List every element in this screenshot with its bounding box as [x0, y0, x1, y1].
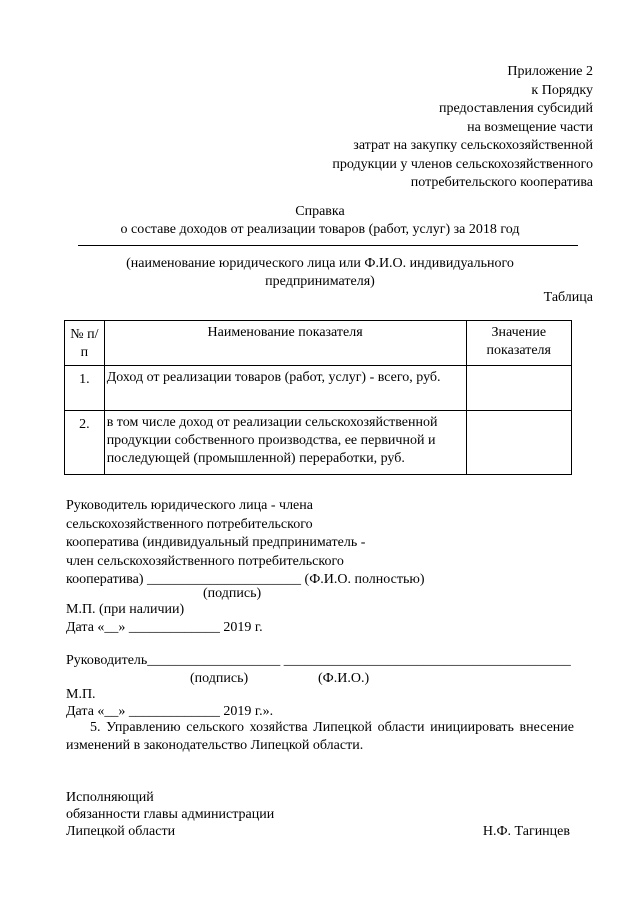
acting-title: Исполняющий — [66, 790, 154, 805]
row-number: 1. — [65, 366, 105, 411]
head-block-line: сельскохозяйственного потребительского — [66, 516, 313, 532]
appendix-header — [332, 63, 593, 193]
manager-signature-hint: (подпись) — [190, 671, 249, 686]
header-indicator: Наименование показателя — [104, 321, 466, 366]
table-row — [65, 366, 572, 411]
clause-paragraph: 5. Управлению сельского хозяйства Липецкой области инициировать внесение изменений в законодательство Липецкой области. — [66, 720, 574, 753]
row-indicator: в том числе доход от реализации сельскохозяйственной продукции собственного производства, ее первичной и последующей (промышленной) переработки, руб. — [104, 411, 466, 475]
row-value[interactable] — [466, 366, 572, 411]
appendix-line: затрат на закупку сельскохозяйственной — [353, 138, 593, 153]
table-label: Таблица — [543, 290, 593, 305]
head-block-line: кооператива (индивидуальный предприниматель - — [66, 535, 366, 550]
document-subtitle: о составе доходов от реализации товаров (работ, услуг) за 2018 год — [120, 222, 520, 237]
date-line: Дата «__» _____________ 2019 г. — [66, 620, 263, 635]
row-indicator: Доход от реализации товаров (работ, услуг) - всего, руб. — [104, 366, 466, 411]
appendix-line: на возмещение части — [467, 119, 593, 135]
appendix-line: потребительского кооператива — [410, 175, 593, 190]
head-signature-block — [66, 497, 424, 590]
manager-line: Руководитель___________________ _________________________________________ — [66, 653, 571, 668]
row-number: 2. — [65, 411, 105, 475]
header-value: Значение показателя — [466, 321, 572, 366]
appendix-line: предоставления субсидий — [438, 101, 593, 116]
signer-name: Н.Ф. Тагинцев — [482, 824, 570, 839]
acting-title-3: Липецкой области — [66, 824, 176, 839]
appendix-line: к Порядку — [531, 82, 593, 98]
stamp-line-2: М.П. — [66, 687, 96, 702]
signature-hint: (подпись) — [203, 586, 262, 601]
head-block-line: Руководитель юридического лица - члена — [66, 498, 313, 513]
document-title: Справка — [295, 204, 345, 219]
table-header-row — [65, 321, 572, 366]
head-block-line: кооператива) ______________________ (Ф.И.О. полностью) — [66, 572, 425, 587]
head-block-line: член сельскохозяйственного потребительского — [66, 553, 344, 569]
appendix-line: Приложение 2 — [507, 64, 593, 79]
appendix-line: продукции у членов сельскохозяйственного — [332, 156, 593, 172]
stamp-line: М.П. (при наличии) — [66, 602, 185, 617]
manager-name-hint: (Ф.И.О.) — [318, 671, 370, 686]
income-table — [64, 320, 572, 475]
name-hint: (наименование юридического лица или Ф.И.О. индивидуального — [126, 256, 514, 271]
header-number: № п/п — [65, 321, 105, 366]
name-blank-line — [78, 245, 578, 246]
acting-title-2: обязанности главы администрации — [66, 807, 275, 822]
row-value[interactable] — [466, 411, 572, 475]
date-line-2: Дата «__» _____________ 2019 г.». — [66, 704, 274, 719]
table-row — [65, 411, 572, 475]
name-hint-continued: предпринимателя) — [265, 274, 375, 289]
